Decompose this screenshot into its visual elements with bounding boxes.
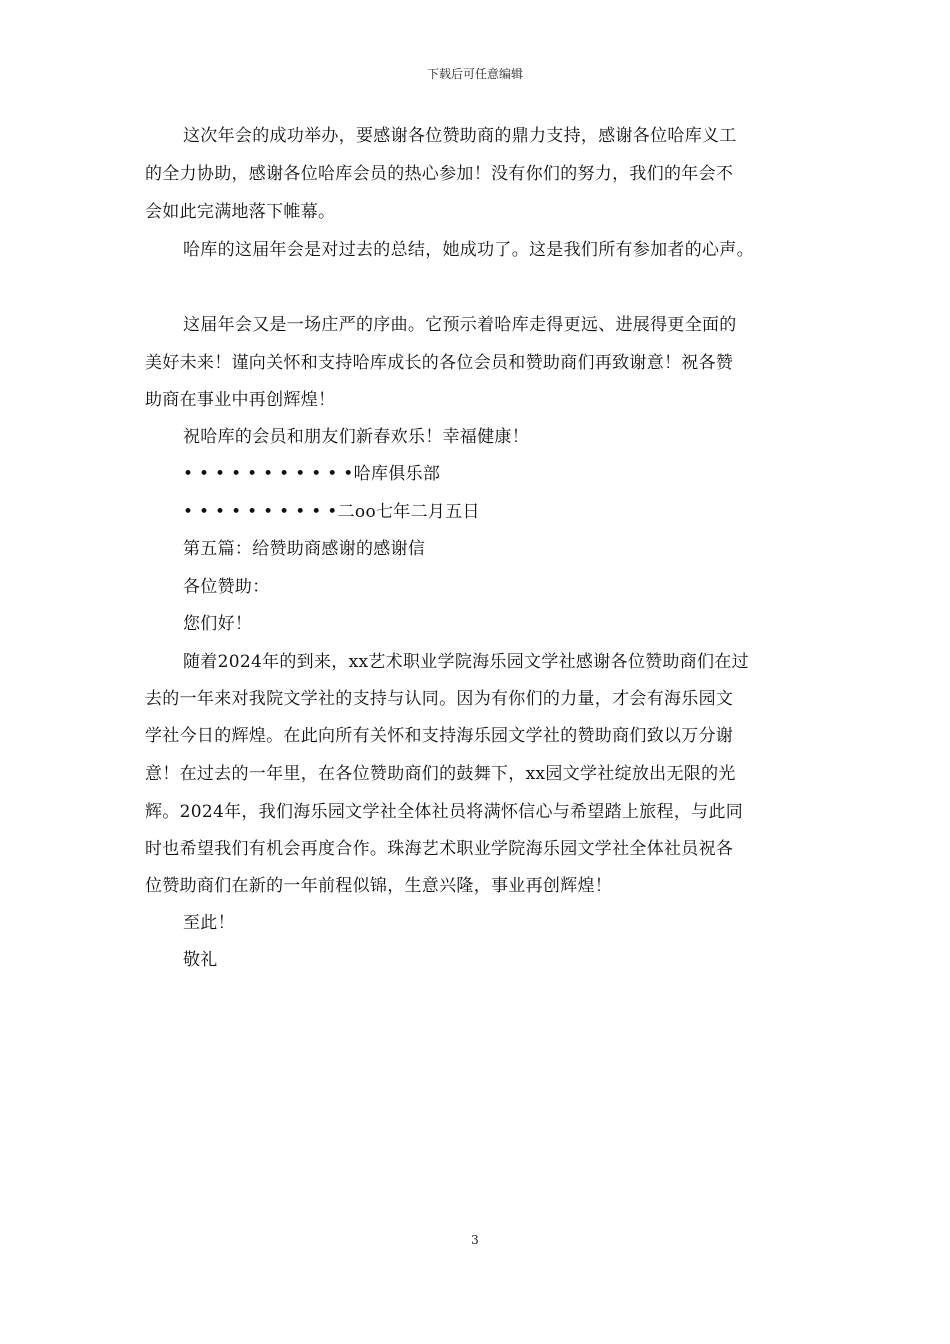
body-line: 会如此完满地落下帷幕。 [145,202,336,222]
body-line: 随着2024年的到来，xx艺术职业学院海乐园文学社感谢各位赞助商们在过 [183,652,749,672]
body-line: 学社今日的辉煌。在此向所有关怀和支持海乐园文学社的赞助商们致以万分谢 [145,726,734,746]
greeting: 您们好！ [183,614,253,634]
body-line: 美好未来！谨向关怀和支持哈库成长的各位会员和赞助商们再致谢意！祝各赞 [145,353,734,373]
body-line: 位赞助商们在新的一年前程似锦，生意兴隆，事业再创辉煌！ [145,876,613,896]
closing-line: 至此！ [183,913,235,933]
section-heading: 第五篇：给赞助商感谢的感谢信 [183,539,426,559]
closing-line: 敬礼 [183,950,218,970]
body-line: 助商在事业中再创辉煌！ [145,390,336,410]
body-line: 辉。2024年，我们海乐园文学社全体社员将满怀信心与希望踏上旅程，与此同 [145,802,744,822]
body-line: 时也希望我们有机会再度合作。珠海艺术职业学院海乐园文学社全体社员祝各 [145,839,734,859]
body-line: 这届年会又是一场庄严的序曲。它预示着哈库走得更远、进展得更全面的 [183,315,737,335]
page-header: 下载后可任意编辑 [426,67,523,81]
page-number: 3 [471,1233,479,1247]
body-line: 意！在过去的一年里，在各位赞助商们的鼓舞下，xx园文学社绽放出无限的光 [145,764,736,784]
salutation: 各位赞助： [183,577,270,597]
signature-line: • • • • • • • • • • •哈库俱乐部 [183,464,441,484]
date-line: • • • • • • • • • •二oo七年二月五日 [183,502,480,522]
body-line: 这次年会的成功举办，要感谢各位赞助商的鼎力支持，感谢各位哈库义工 [183,126,737,146]
body-line: 祝哈库的会员和朋友们新春欢乐！幸福健康！ [183,427,529,447]
body-line: 的全力协助，感谢各位哈库会员的热心参加！没有你们的努力，我们的年会不 [145,164,734,184]
body-line: 去的一年来对我院文学社的支持与认同。因为有你们的力量，才会有海乐园文 [145,689,734,709]
body-line: 哈库的这届年会是对过去的总结，她成功了。这是我们所有参加者的心声。 [183,240,754,260]
